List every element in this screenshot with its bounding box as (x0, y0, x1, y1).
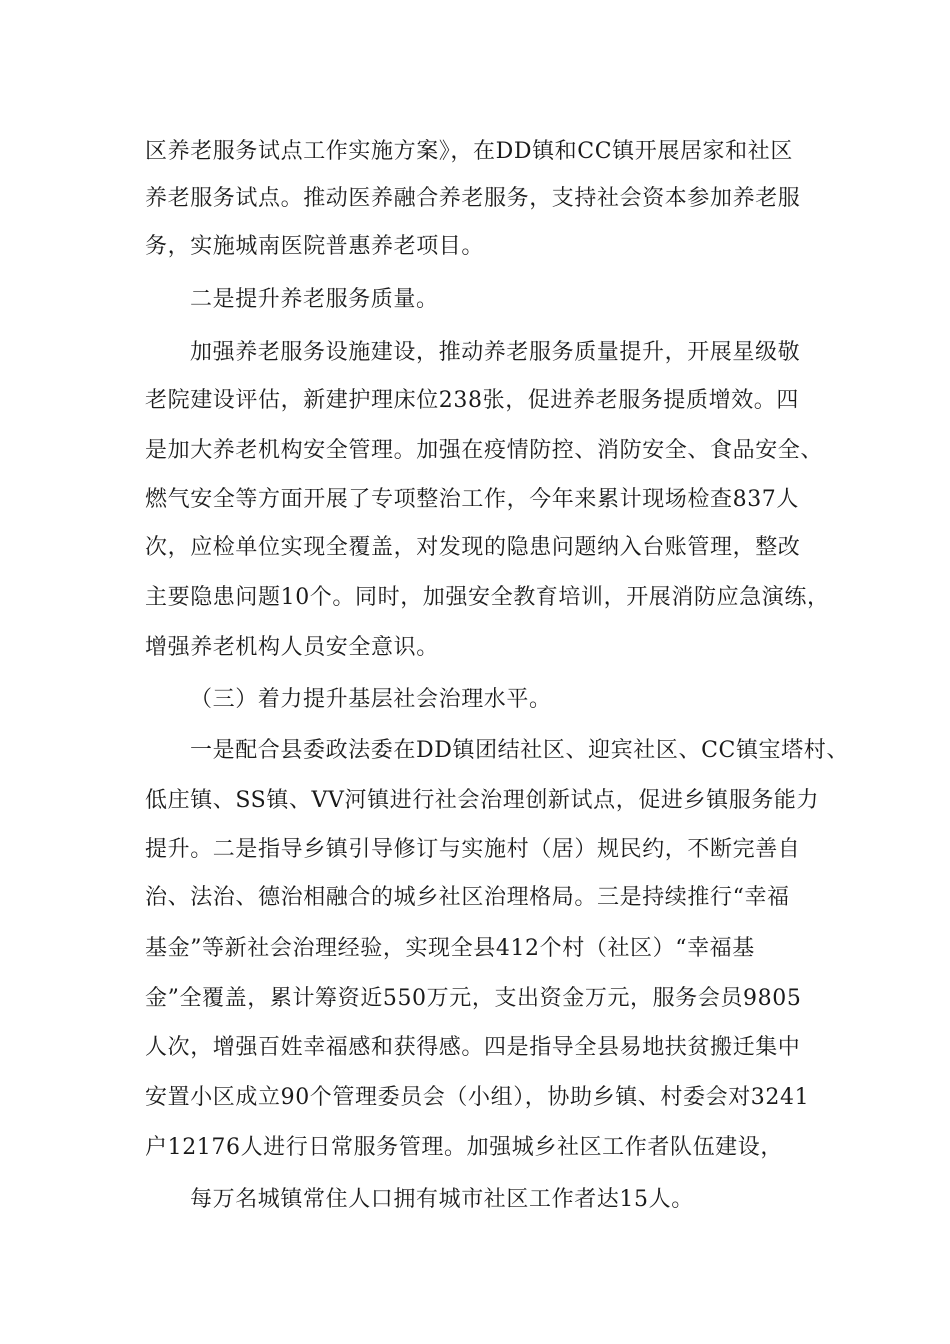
section-heading: 二是提升养老服务质量。 (190, 287, 439, 312)
body-text-line: 老院建设评估，新建护理床位238张，促进养老服务提质增效。四 (145, 388, 799, 413)
body-text-line: 务，实施城南医院普惠养老项目。 (145, 234, 485, 259)
body-text-line: 低庄镇、SS镇、VV河镇进行社会治理创新试点，促进乡镇服务能力 (145, 788, 820, 813)
body-text-line: 次，应检单位实现全覆盖，对发现的隐患问题纳入台账管理，整改 (145, 535, 801, 560)
body-text-line: 一是配合县委政法委在DD镇团结社区、迎宾社区、CC镇宝塔村、 (190, 738, 849, 763)
body-text-line: 养老服务试点。推动医养融合养老服务，支持社会资本参加养老服 (145, 186, 801, 211)
body-text-line: 燃气安全等方面开展了专项整治工作，今年来累计现场检查837人 (145, 487, 799, 512)
body-text-line: 基金”等新社会治理经验，实现全县412个村（社区）“幸福基 (145, 936, 755, 961)
body-text-line: 区养老服务试点工作实施方案》，在DD镇和CC镇开展居家和社区 (145, 139, 793, 164)
section-heading: （三）着力提升基层社会治理水平。 (190, 687, 552, 712)
body-text-line: 是加大养老机构安全管理。加强在疫情防控、消防安全、食品安全、 (145, 438, 824, 463)
body-text-line: 每万名城镇常住人口拥有城市社区工作者达15人。 (190, 1187, 694, 1212)
body-text-line: 安置小区成立90个管理委员会（小组），协助乡镇、村委会对3241 (145, 1085, 810, 1110)
body-text-line: 提升。二是指导乡镇引导修订与实施村（居）规民约，不断完善自 (145, 837, 801, 862)
body-text-line: 金”全覆盖，累计筹资近550万元，支出资金万元，服务会员9805 (145, 986, 802, 1011)
body-text-line: 治、法治、德治相融合的城乡社区治理格局。三是持续推行“幸福 (145, 885, 790, 910)
body-text-line: 加强养老服务设施建设，推动养老服务质量提升，开展星级敬 (190, 340, 801, 365)
body-text-line: 主要隐患问题10个。同时，加强安全教育培训，开展消防应急演练， (145, 585, 830, 610)
body-text-line: 人次，增强百姓幸福感和获得感。四是指导全县易地扶贫搬迁集中 (145, 1035, 801, 1060)
body-text-line: 户12176人进行日常服务管理。加强城乡社区工作者队伍建设， (145, 1135, 783, 1160)
body-text-line: 增强养老机构人员安全意识。 (145, 635, 439, 660)
